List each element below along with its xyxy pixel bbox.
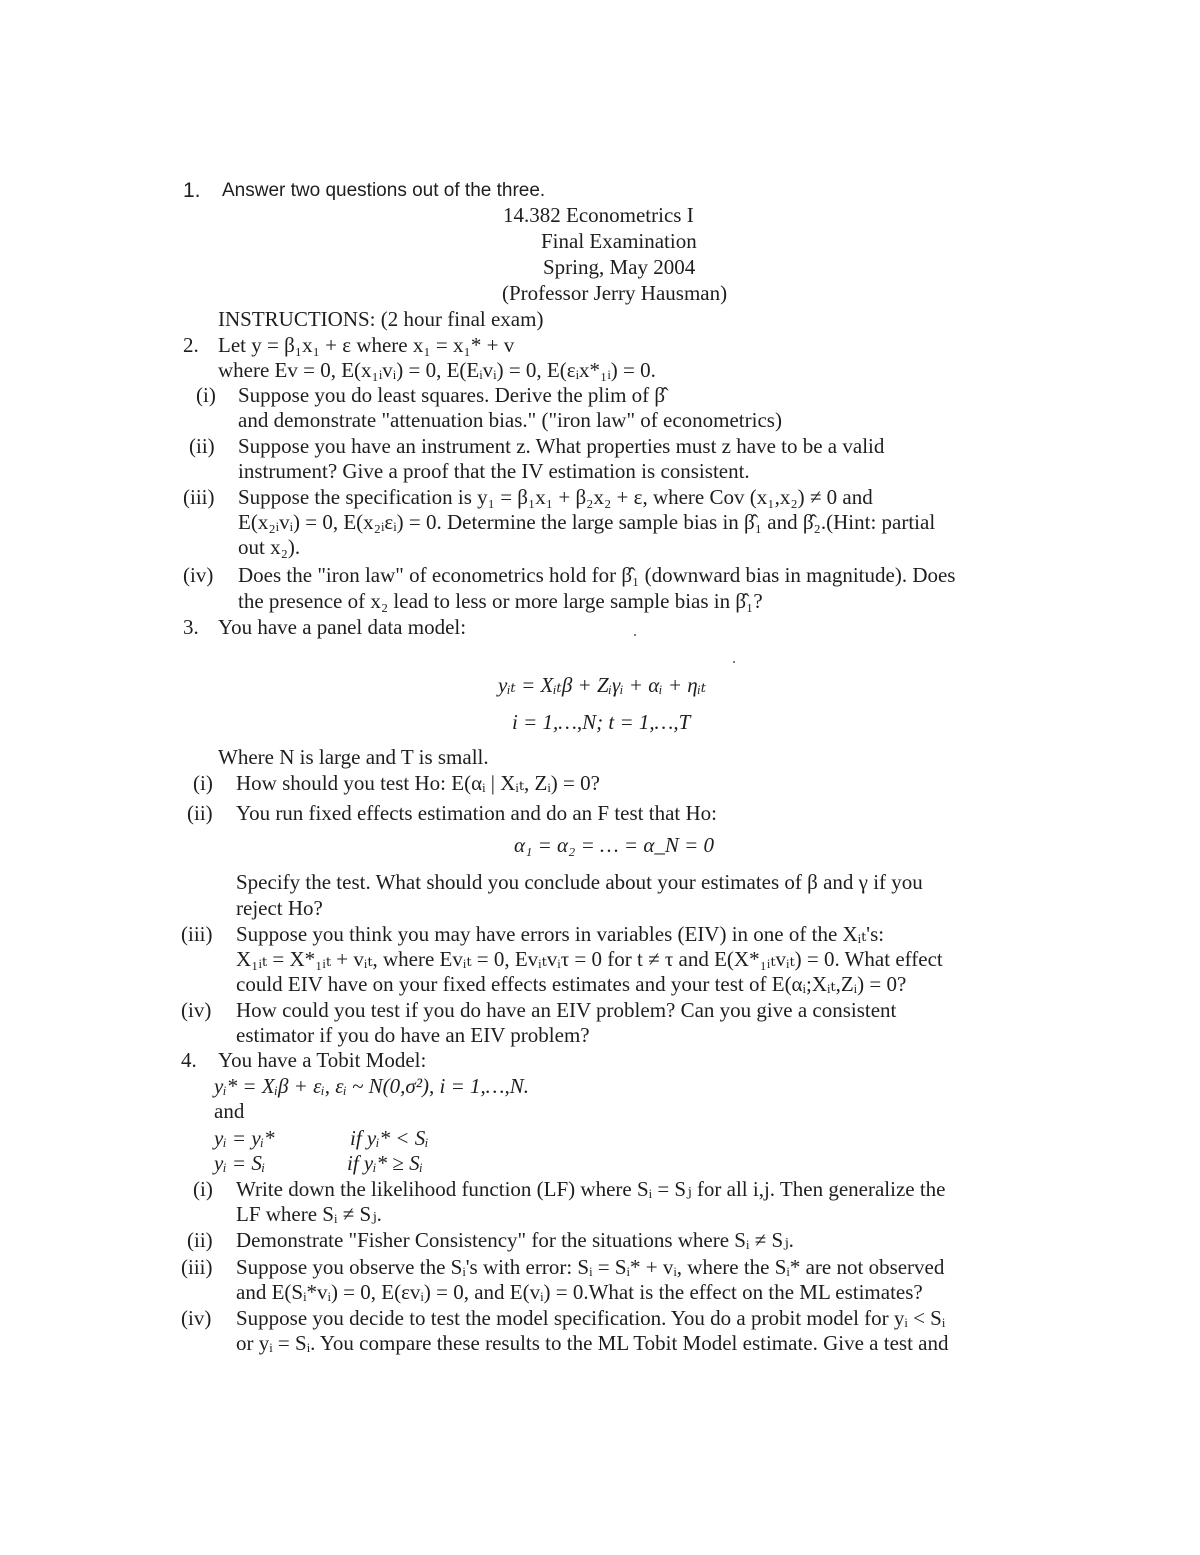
q2-part-label: (iii) [183, 485, 215, 509]
q2-part-line: out x₂). [238, 535, 301, 559]
q4-part-line: or yᵢ = Sᵢ. You compare these results to the ML Tobit Model estimate. Give a test and [236, 1331, 949, 1355]
q3-part-line: could EIV have on your fixed effects estimates and your test of E(αᵢ;Xᵢₜ,Zᵢ) = 0? [236, 972, 907, 996]
q2-part-line: Suppose you do least squares. Derive the plim of β̂ [238, 383, 666, 407]
q3-part-label: (i) [193, 771, 213, 795]
course-title: 14.382 Econometrics I [503, 203, 694, 227]
q2-part-line: Suppose the specification is y₁ = β₁x₁ + β₂x₂ + ε, where Cov (x₁,x₂) ≠ 0 and [238, 485, 873, 509]
exam-term: Spring, May 2004 [543, 255, 696, 279]
q4-part-line: Write down the likelihood function (LF) where Sᵢ = Sⱼ for all i,j. Then generalize the [236, 1177, 946, 1201]
q2-part-line: E(x₂ᵢvᵢ) = 0, E(x₂ᵢεᵢ) = 0. Determine the large sample bias in β̂₁ and β̂₂.(Hint: partial [238, 510, 936, 534]
q4-part-line: LF where Sᵢ ≠ Sⱼ. [236, 1202, 382, 1226]
q3-where-line: Where N is large and T is small. [218, 745, 489, 769]
q2-part-line: instrument? Give a proof that the IV estimation is consistent. [238, 459, 750, 483]
q4-and: and [214, 1099, 245, 1123]
q3-part-line: How could you test if you do have an EIV problem? Can you give a consistent [236, 998, 897, 1022]
tobit-case-1-right: if yᵢ* < Sᵢ [350, 1126, 429, 1150]
tobit-case-1-left: yᵢ = yᵢ* [214, 1126, 275, 1150]
instruction-answer-two: Answer two questions out of the three. [222, 180, 546, 201]
q4-intro: You have a Tobit Model: [218, 1048, 427, 1072]
q4-part-label: (iii) [181, 1255, 213, 1279]
tobit-case-2-right: if yᵢ* ≥ Sᵢ [347, 1151, 423, 1175]
tobit-latent-equation: yᵢ* = Xᵢβ + εᵢ, εᵢ ~ N(0,σ²), i = 1,…,N. [214, 1074, 529, 1098]
q2-part-line: Suppose you have an instrument z. What properties must z have to be a valid [238, 434, 885, 458]
professor-name: (Professor Jerry Hausman) [502, 281, 728, 305]
q4-part-label: (iv) [181, 1306, 212, 1330]
exam-title: Final Examination [541, 229, 697, 253]
q2-part-line: the presence of x₂ lead to less or more large sample bias in β̂₁? [238, 589, 763, 613]
q3-part-label: (ii) [187, 801, 213, 825]
instructions-line: INSTRUCTIONS: (2 hour final exam) [218, 307, 544, 331]
q4-part-label: (ii) [187, 1228, 213, 1252]
q3-part-line: How should you test Ho: E(αᵢ | Xᵢₜ, Zᵢ) = 0? [236, 771, 600, 795]
q4-part-line: Demonstrate "Fisher Consistency" for the situations where Sᵢ ≠ Sⱼ. [236, 1228, 794, 1252]
q2-part-label: (i) [196, 383, 216, 407]
q4-part-line: Suppose you observe the Sᵢ's with error: Sᵢ = Sᵢ* + vᵢ, where the Sᵢ* are not observed [236, 1255, 945, 1279]
q3-part-line: Specify the test. What should you conclude about your estimates of β and γ if you [236, 870, 923, 894]
scan-speck [733, 661, 735, 663]
q2-number: 2. [183, 333, 199, 357]
q3-part-line: reject Ho? [236, 896, 323, 920]
q2-part-line: and demonstrate "attenuation bias." ("iron law" of econometrics) [238, 408, 782, 432]
q2-line-1: Let y = β₁x₁ + ε where x₁ = x₁* + v [218, 333, 515, 357]
q4-part-label: (i) [193, 1177, 213, 1201]
q4-part-line: and E(Sᵢ*vᵢ) = 0, E(εvᵢ) = 0, and E(vᵢ) = 0.What is the effect on the ML estimates? [236, 1280, 923, 1304]
q2-part-label: (ii) [189, 434, 215, 458]
q3-part-label: (iv) [181, 998, 212, 1022]
q3-number: 3. [183, 615, 199, 639]
panel-model-equation: yᵢₜ = Xᵢₜβ + Zᵢγᵢ + αᵢ + ηᵢₜ [498, 673, 707, 697]
q3-part-line: You run fixed effects estimation and do an F test that Ho: [236, 801, 717, 825]
q3-part-label: (iii) [181, 922, 213, 946]
item-1-number: 1. [183, 179, 201, 202]
scan-speck [634, 634, 636, 636]
q2-line-2: where Ev = 0, E(x₁ᵢvᵢ) = 0, E(Eᵢvᵢ) = 0, E(εᵢx*₁ᵢ) = 0. [218, 358, 656, 382]
q2-part-line: Does the "iron law" of econometrics hold for β̂₁ (downward bias in magnitude). Does [238, 563, 956, 587]
f-test-hypothesis: α₁ = α₂ = … = α_N = 0 [514, 833, 715, 857]
q3-part-line: X₁ᵢₜ = X*₁ᵢₜ + vᵢₜ, where Evᵢₜ = 0, Evᵢₜvᵢτ = 0 for t ≠ τ and E(X*₁ᵢₜvᵢₜ) = 0. What effect [236, 947, 943, 971]
q4-part-line: Suppose you decide to test the model specification. You do a probit model for yᵢ < Sᵢ [236, 1306, 946, 1330]
q4-number: 4. [181, 1048, 197, 1072]
tobit-case-2-left: yᵢ = Sᵢ [214, 1151, 266, 1175]
q2-part-label: (iv) [183, 563, 214, 587]
q3-part-line: estimator if you do have an EIV problem? [236, 1023, 590, 1047]
q3-part-line: Suppose you think you may have errors in variables (EIV) in one of the Xᵢₜ's: [236, 922, 885, 946]
q3-intro: You have a panel data model: [218, 615, 467, 639]
panel-model-indices: i = 1,…,N; t = 1,…,T [512, 710, 691, 734]
